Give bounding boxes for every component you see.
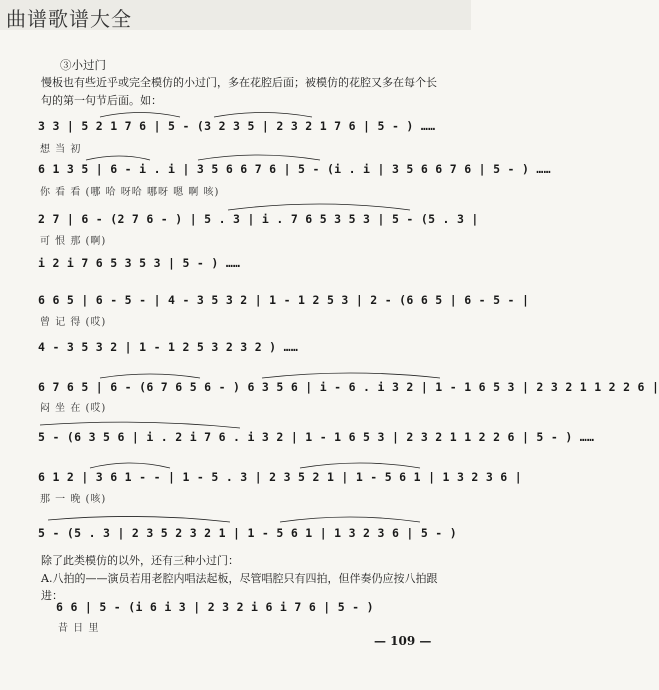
score-line-4: i 2 i 7 6 5 3 5 3 | 5 - ) …… [38,256,241,270]
site-title: 曲谱歌谱大全 [6,7,132,31]
slur-arc [198,155,320,160]
intro-line-2: 句的第一句节后面。如： [41,94,162,107]
slur-arc [40,422,240,428]
slur-arc [262,373,440,378]
score-line-5: 6 6 5 | 6 - 5 - | 4 - 3 5 3 2 | 1 - 1 2 5 3 | 2 - (6 6 5 | 6 - 5 - | [38,293,530,307]
outro-line-1: 除了此类模仿的以外，还有三种小过门： [41,554,239,567]
lyric-line-3: 可 恨 那 (啊) [40,236,107,247]
score-line-1: 3 3 | 5 2 1 7 6 | 5 - (3 2 3 5 | 2 3 2 1 7 6 | 5 - ) …… [38,119,436,133]
score-line-3: 2 7 | 6 - (2 7 6 - ) | 5 . 3 | i . 7 6 5 3 5 3 | 5 - (5 . 3 | [38,212,479,226]
score-line-8: 5 - (6 3 5 6 | i . 2 i 7 6 . i 3 2 | 1 - 1 6 5 3 | 2 3 2 1 1 2 2 6 | 5 - ) …… [38,430,595,444]
lyric-line-9: 那 一 晚 (咳) [40,494,107,505]
slur-arc [86,156,150,160]
example-score-line: 6 6 | 5 - (i 6 i 3 | 2 3 2 i 6 i 7 6 | 5 - ) [56,600,374,614]
example-lyric-line: 昔 日 里 [58,623,100,634]
score-line-9: 6 1 2 | 3 6 1 - - | 1 - 5 . 3 | 2 3 5 2 1 | 1 - 5 6 1 | 1 3 2 3 6 | [38,470,522,484]
slur-arc [100,374,200,378]
lyric-line-7: 闷 坐 在 (哎) [40,403,107,414]
outro-line-2: A.八拍的——演员若用老腔内唱法起板，尽管唱腔只有四拍，但伴奏仍应按八拍跟 [41,572,438,585]
score-line-2: 6 1 3 5 | 6 - i . i | 3 5 6 6 7 6 | 5 - (i . i | 3 5 6 6 7 6 | 5 - ) …… [38,162,551,176]
lyric-line-5: 曾 记 得 (哎) [40,317,107,328]
lyric-line-1: 想 当 初 [40,144,82,155]
slur-arc [228,204,410,210]
slur-arc [90,463,170,468]
slur-arc [280,517,420,522]
outro-line-3: 进： [41,589,63,602]
score-line-6: 4 - 3 5 3 2 | 1 - 1 2 5 3 2 3 2 ) …… [38,340,299,354]
page-number: — 109 — [374,634,432,648]
slur-arc [214,113,312,118]
intro-line-1: 慢板也有些近乎或完全模仿的小过门，多在花腔后面；被模仿的花腔又多在每个长 [41,76,437,89]
score-line-7: 6 7 6 5 | 6 - (6 7 6 5 6 - ) 6 3 5 6 | i - 6 . i 3 2 | 1 - 1 6 5 3 | 2 3 2 1 1 2 2 6 | [38,380,659,394]
slur-arc [48,516,230,522]
lyric-line-2: 你 看 看 (哪 哈 呀哈 哪呀 嗯 啊 咳) [40,187,220,198]
slur-arc [300,463,420,468]
slur-arc [100,113,180,118]
score-line-10: 5 - (5 . 3 | 2 3 5 2 3 2 1 | 1 - 5 6 1 | 1 3 2 3 6 | 5 - ) [38,526,457,540]
section-heading: ③小过门 [60,58,106,72]
